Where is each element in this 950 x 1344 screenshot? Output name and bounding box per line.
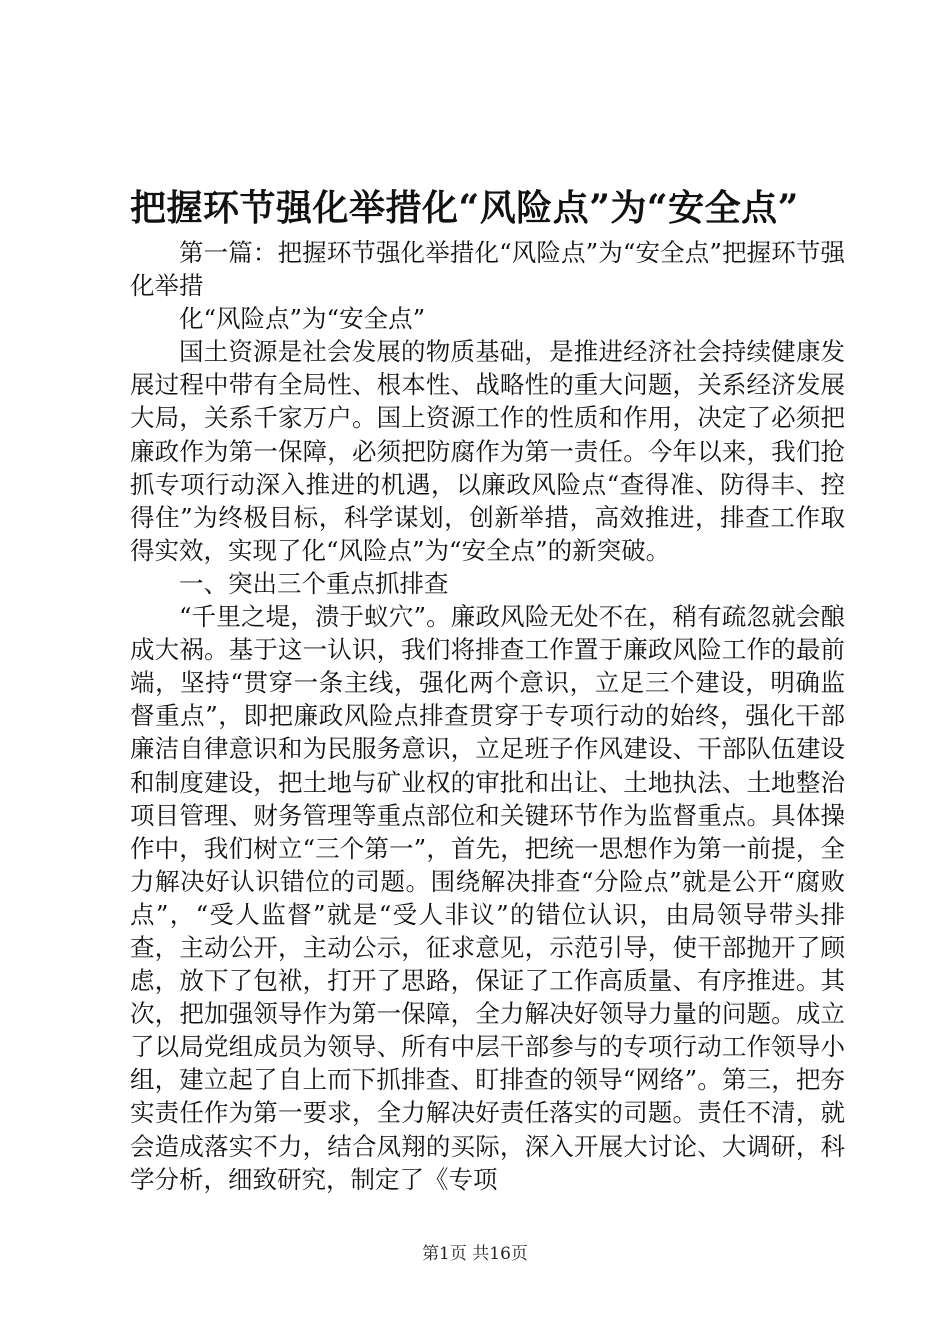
paragraph-part-heading: 第一篇：把握环节强化举措化“风险点”为“安全点”把握环节强化举措 — [130, 238, 845, 301]
paragraph-intro: 国土资源是社会发展的物质基础，是推进经济社会持续健康发展过程中带有全局性、根本性、战略性的重大问题，关系经济发展大局，关系千家万户。国上资源工作的性质和作用，决定了必须把廉政作为第一保障，必须把防腐作为第一责任。今年以来，我们抢抓专项行动深入推进的机遇，以廉政风险点“查得准、防得丰、控得住”为终极目标，科学谋划，创新举措，高效推进，排查工作取得实效，实现了化“风险点”为“安全点”的新突破。 — [130, 337, 845, 565]
page-footer: 第1页 共16页 — [422, 1244, 528, 1264]
paragraph-section-one: “千里之堤，溃于蚁穴”。廉政风险无处不在，稍有疏忽就会酿成大祸。基于这一认识，我们将排查工作置于廉政风险工作的最前端，坚持“贯穿一条主线，强化两个意识，立足三个建设，明确监督重点”，即把廉政风险点排查贯穿于专项行动的始终，强化干部廉洁自律意识和为民服务意识，立足班子作风建设、干部队伍建设和制度建设，把土地与矿业权的审批和出让、土地执法、土地整治项目管理、财务管理等重点部位和关键环节作为监督重点。具体操作中，我们树立“三个第一”，首先，把统一思想作为第一前提，全力解决好认识错位的司题。围绕解决排查“分险点”就是公开“腐败点”，“受人监督”就是“受人非议”的错位认识，由局领导带头排查，主动公开，主动公示，征求意见，示范引导，使干部抛开了顾虑，放下了包袱，打开了思路，保证了工作高质量、有序推进。其次，把加强领导作为第一保障，全力解决好领导力量的问题。成立了以局党组成员为领导、所有中层干部参与的专项行动工作领导小组，建立起了自上而下抓排查、盯排查的领导“网络”。第三，把夯实责任作为第一要求，全力解决好责任落实的司题。责任不清，就会造成落实不力，结合凤翔的买际，深入开展大讨论、大调研，科学分析，细致研究，制定了《专项 — [130, 602, 845, 1194]
document-title: 把握环节强化举措化“风险点”为“安全点” — [130, 187, 799, 229]
section-heading: 一、突出三个重点抓排查 — [179, 568, 449, 598]
paragraph-subtitle: 化“风险点”为“安全点” — [179, 304, 426, 334]
document-body — [130, 236, 845, 1196]
